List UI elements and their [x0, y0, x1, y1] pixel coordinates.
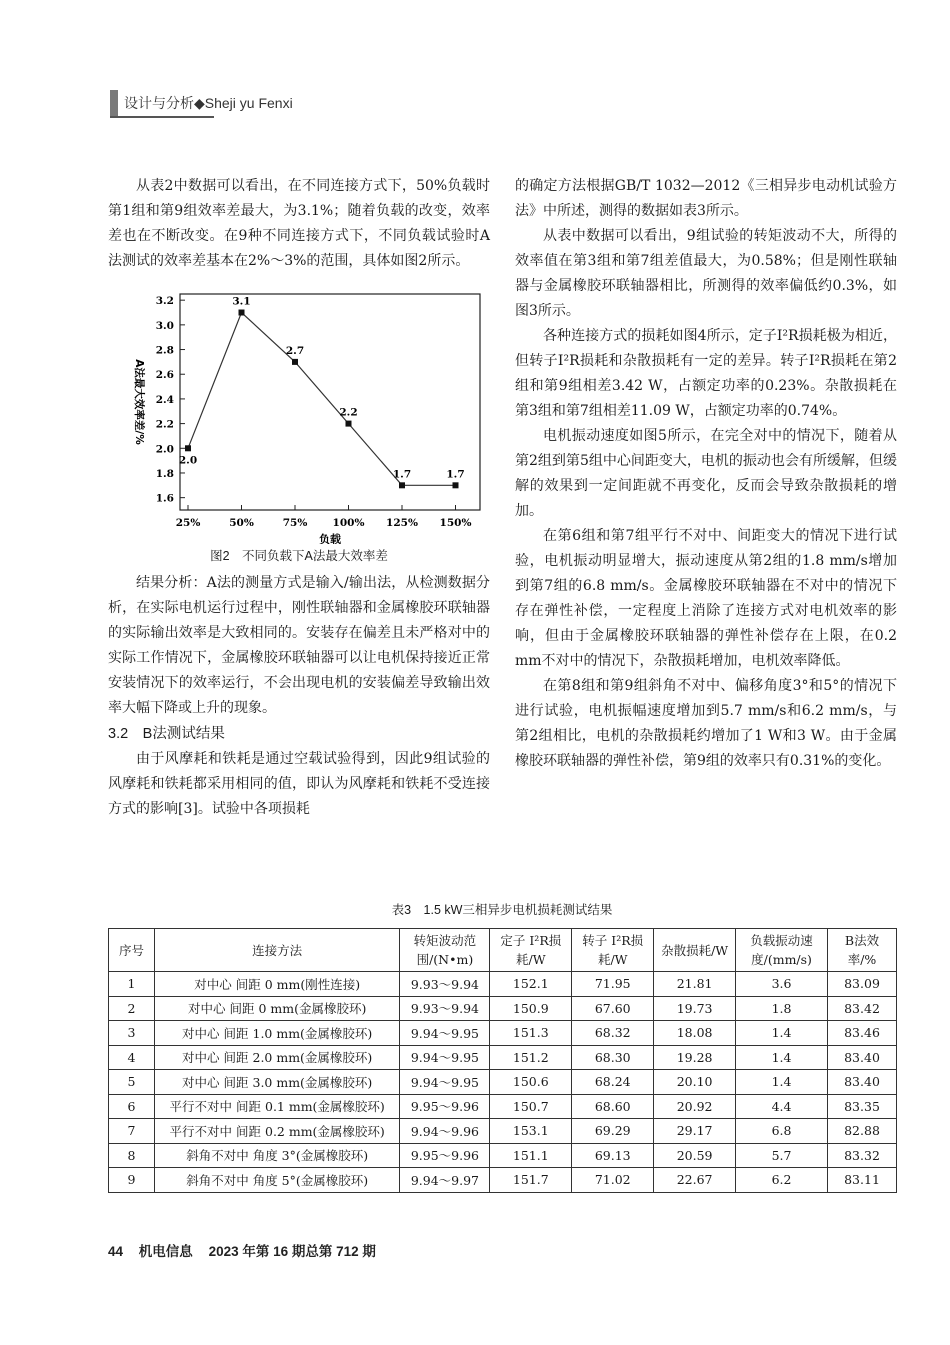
- page-number: 44: [108, 1244, 124, 1259]
- x-axis-label: 负载: [319, 533, 341, 544]
- table-cell: 9.94～9.97: [400, 1168, 490, 1193]
- figure-2: [108, 282, 490, 567]
- table-cell: 6.2: [736, 1168, 828, 1193]
- chart-figure-2: [108, 282, 490, 544]
- table-cell: 9.94～9.95: [400, 1045, 490, 1070]
- x-tick-label: 75%: [282, 517, 308, 529]
- table-cell: 8: [109, 1143, 155, 1168]
- table-cell: 9.94～9.95: [400, 1021, 490, 1046]
- y-tick-label: 1.8: [155, 467, 174, 480]
- table-cell: 平行不对中 间距 0.2 mm(金属橡胶环): [154, 1119, 400, 1144]
- table-cell: 20.59: [654, 1143, 736, 1168]
- data-label: 1.7: [446, 468, 465, 481]
- table-body: [109, 972, 897, 1193]
- table-cell: 83.40: [828, 1045, 897, 1070]
- left-paragraph-3: 由于风摩耗和铁耗是通过空载试验得到，因此9组试验的风摩耗和铁耗都采用相同的值，即认为风摩耗和铁耗不受连接方式的影响[3]。试验中各项损耗: [108, 751, 490, 817]
- header-rule: [110, 116, 214, 118]
- y-tick-label: 2.8: [155, 344, 174, 357]
- table-cell: 5.7: [736, 1143, 828, 1168]
- table-cell: 20.92: [654, 1094, 736, 1119]
- table-row: [109, 996, 897, 1021]
- table-cell: 68.24: [572, 1070, 654, 1095]
- table-cell: 3: [109, 1021, 155, 1046]
- table-cell: 4.4: [736, 1094, 828, 1119]
- table-cell: 9: [109, 1168, 155, 1193]
- table-cell: 69.13: [572, 1143, 654, 1168]
- table-header-row: [109, 929, 897, 972]
- y-tick-label: 2.4: [155, 393, 174, 406]
- x-tick-label: 150%: [439, 517, 472, 529]
- table-row: [109, 1143, 897, 1168]
- table-cell: 1.4: [736, 1021, 828, 1046]
- y-axis-label: A法最大效率差/%: [133, 359, 145, 445]
- table-header-cell: 转子 I²R损耗/W: [572, 929, 654, 972]
- right-paragraph-4: 电机振动速度如图5所示，在完全对中的情况下，随着从第2组到第5组中心间距变大，电机的振动也会有所缓解，但缓解的效果到一定间距就不再变化，反而会导致杂散损耗的增加。: [515, 428, 897, 519]
- data-point: [453, 482, 459, 488]
- table-cell: 153.1: [490, 1119, 572, 1144]
- issue-info: 2023 年第 16 期总第 712 期: [208, 1244, 376, 1259]
- table-row: [109, 972, 897, 997]
- right-paragraph-2: 从表中数据可以看出，9组试验的转矩波动不大，所得的效率值在第3组和第7组差值最大，为0.58%；但是刚性联轴器与金属橡胶环联轴器相比，所测得的效率偏低约0.3%，如图3所示。: [515, 228, 897, 319]
- running-header: [110, 88, 293, 118]
- data-point: [239, 310, 245, 316]
- table-cell: 对中心 间距 0 mm(刚性连接): [154, 972, 400, 997]
- table-cell: 9.94～9.96: [400, 1119, 490, 1144]
- data-point: [292, 359, 298, 365]
- table-row: [109, 1021, 897, 1046]
- page-footer: [108, 1240, 388, 1260]
- table-header-cell: 定子 I²R损耗/W: [490, 929, 572, 972]
- y-tick-label: 3.0: [155, 319, 174, 332]
- table-cell: 5: [109, 1070, 155, 1095]
- table-cell: 83.46: [828, 1021, 897, 1046]
- table-cell: 1.4: [736, 1045, 828, 1070]
- table-cell: 对中心 间距 1.0 mm(金属橡胶环): [154, 1021, 400, 1046]
- left-column: [108, 174, 490, 822]
- table-cell: 83.32: [828, 1143, 897, 1168]
- loss-table: [108, 928, 897, 1193]
- table-header-cell: 序号: [109, 929, 155, 972]
- y-tick-label: 3.2: [155, 295, 174, 308]
- x-tick-label: 50%: [229, 517, 254, 529]
- right-column: [515, 174, 897, 774]
- table-cell: 68.60: [572, 1094, 654, 1119]
- table-cell: 斜角不对中 角度 3°(金属橡胶环): [154, 1143, 400, 1168]
- table-cell: 9.93～9.94: [400, 972, 490, 997]
- journal-name: 机电信息: [138, 1244, 193, 1259]
- table-row: [109, 1168, 897, 1193]
- left-paragraph-1: 从表2中数据可以看出，在不同连接方式下，50%负载时第1组和第9组效率差最大，为3.1%；随着负载的改变，效率差也在不断改变。在9种不同连接方式下，不同负载试验时A法测试的效率差基本在2%～3%的范围，具体如图2所示。: [108, 178, 490, 269]
- table-cell: 83.40: [828, 1070, 897, 1095]
- table-cell: 83.42: [828, 996, 897, 1021]
- header-bar: [110, 90, 118, 116]
- x-tick-label: 25%: [175, 517, 201, 529]
- table-cell: 151.7: [490, 1168, 572, 1193]
- data-label: 2.0: [178, 454, 198, 467]
- table-cell: 9.95～9.96: [400, 1094, 490, 1119]
- table-cell: 67.60: [572, 996, 654, 1021]
- table-cell: 对中心 间距 2.0 mm(金属橡胶环): [154, 1045, 400, 1070]
- y-tick-label: 2.2: [155, 418, 174, 431]
- y-tick-label: 1.6: [155, 492, 174, 505]
- data-label: 2.7: [285, 344, 305, 357]
- table-cell: 83.35: [828, 1094, 897, 1119]
- table-cell: 9.93～9.94: [400, 996, 490, 1021]
- data-point: [399, 482, 405, 488]
- table-cell: 151.2: [490, 1045, 572, 1070]
- table-header-cell: 负载振动速度/(mm/s): [736, 929, 828, 972]
- left-paragraph-2: 结果分析：A法的测量方式是输入/输出法，从检测数据分析，在实际电机运行过程中，刚性联轴器和金属橡胶环联轴器的实际输出效率是大致相同的。安装存在偏差且未严格对中的实际工作情况下，金属橡胶环联轴器可以让电机保持接近正常安装情况下的效率运行，不会出现电机的安装偏差导致输出效率大幅下降或上升的现象。: [108, 575, 490, 716]
- right-paragraph-1: 的确定方法根据GB/T 1032—2012《三相异步电动机试验方法》中所述，测得的数据如表3所示。: [515, 178, 897, 219]
- table-cell: 平行不对中 间距 0.1 mm(金属橡胶环): [154, 1094, 400, 1119]
- table-row: [109, 1094, 897, 1119]
- table-cell: 1.4: [736, 1070, 828, 1095]
- table-cell: 71.02: [572, 1168, 654, 1193]
- x-tick-label: 100%: [332, 517, 365, 529]
- data-point: [185, 445, 191, 451]
- table-cell: 68.30: [572, 1045, 654, 1070]
- data-point: [346, 421, 352, 427]
- table-cell: 82.88: [828, 1119, 897, 1144]
- table-header-cell: 转矩波动范围/(N•m): [400, 929, 490, 972]
- data-label: 1.7: [392, 468, 412, 481]
- table-cell: 21.81: [654, 972, 736, 997]
- table-cell: 29.17: [654, 1119, 736, 1144]
- table-cell: 对中心 间距 0 mm(金属橡胶环): [154, 996, 400, 1021]
- table-cell: 6: [109, 1094, 155, 1119]
- data-label: 2.2: [339, 406, 358, 419]
- table-cell: 83.11: [828, 1168, 897, 1193]
- header-text: 设计与分析◆Sheji yu Fenxi: [124, 95, 293, 111]
- table-cell: 3.6: [736, 972, 828, 997]
- table-cell: 9.95～9.96: [400, 1143, 490, 1168]
- table-cell: 151.1: [490, 1143, 572, 1168]
- table-cell: 斜角不对中 角度 5°(金属橡胶环): [154, 1168, 400, 1193]
- table-cell: 7: [109, 1119, 155, 1144]
- table-cell: 1: [109, 972, 155, 997]
- table-cell: 69.29: [572, 1119, 654, 1144]
- table-cell: 19.28: [654, 1045, 736, 1070]
- table-cell: 68.32: [572, 1021, 654, 1046]
- table-cell: 2: [109, 996, 155, 1021]
- table-cell: 1.8: [736, 996, 828, 1021]
- data-label: 3.1: [232, 295, 251, 308]
- section-title-3-2: 3.2 B法测试结果: [108, 726, 225, 742]
- table-header-cell: 杂散损耗/W: [654, 929, 736, 972]
- figure-caption: 图2 不同负载下A法最大效率差: [210, 549, 388, 563]
- table-row: [109, 1119, 897, 1144]
- table-cell: 4: [109, 1045, 155, 1070]
- table-cell: 150.6: [490, 1070, 572, 1095]
- x-tick-label: 125%: [386, 517, 418, 529]
- table-cell: 152.1: [490, 972, 572, 997]
- table-row: [109, 1070, 897, 1095]
- table-cell: 150.9: [490, 996, 572, 1021]
- y-tick-label: 2.0: [155, 443, 174, 456]
- series-line: [188, 313, 456, 486]
- table-cell: 18.08: [654, 1021, 736, 1046]
- right-paragraph-5: 在第6组和第7组平行不对中、间距变大的情况下进行试验，电机振动明显增大，振动速度从第2组的1.8 mm/s增加到第7组的6.8 mm/s。金属橡胶环联轴器在不对中的情况下存在弹性补偿，一定程度上消除了连接方式对电机效率的影响，但由于金属橡胶环联轴器的弹性补偿存在上限，在0.2 mm不对中的情况下，杂散损耗增加，电机效率降低。: [515, 528, 897, 669]
- table-cell: 对中心 间距 3.0 mm(金属橡胶环): [154, 1070, 400, 1095]
- table-header-cell: 连接方法: [154, 929, 400, 972]
- table-row: [109, 1045, 897, 1070]
- table-cell: 151.3: [490, 1021, 572, 1046]
- table-cell: 22.67: [654, 1168, 736, 1193]
- table-cell: 20.10: [654, 1070, 736, 1095]
- right-paragraph-3: 各种连接方式的损耗如图4所示，定子I²R损耗极为相近，但转子I²R损耗和杂散损耗有一定的差异。转子I²R损耗在第2组和第9组相差3.42 W，占额定功率的0.23%。杂散损耗在第3组和第7组相差11.09 W，占额定功率的0.74%。: [515, 328, 897, 419]
- table-cell: 9.94～9.95: [400, 1070, 490, 1095]
- y-tick-label: 2.6: [155, 369, 174, 382]
- table-cell: 19.73: [654, 996, 736, 1021]
- table-header-cell: B法效率/%: [828, 929, 897, 972]
- table-cell: 150.7: [490, 1094, 572, 1119]
- table-cell: 83.09: [828, 972, 897, 997]
- table-caption: 表3 1.5 kW三相异步电机损耗测试结果: [391, 903, 613, 917]
- table-cell: 71.95: [572, 972, 654, 997]
- right-paragraph-6: 在第8组和第9组斜角不对中、偏移角度3°和5°的情况下进行试验，电机振幅速度增加到5.7 mm/s和6.2 mm/s，与第2组相比，电机的杂散损耗约增加了1 W和3 W。由于金属橡胶环联轴器的弹性补偿，第9组的效率只有0.31%的变化。: [515, 678, 897, 769]
- table-cell: 6.8: [736, 1119, 828, 1144]
